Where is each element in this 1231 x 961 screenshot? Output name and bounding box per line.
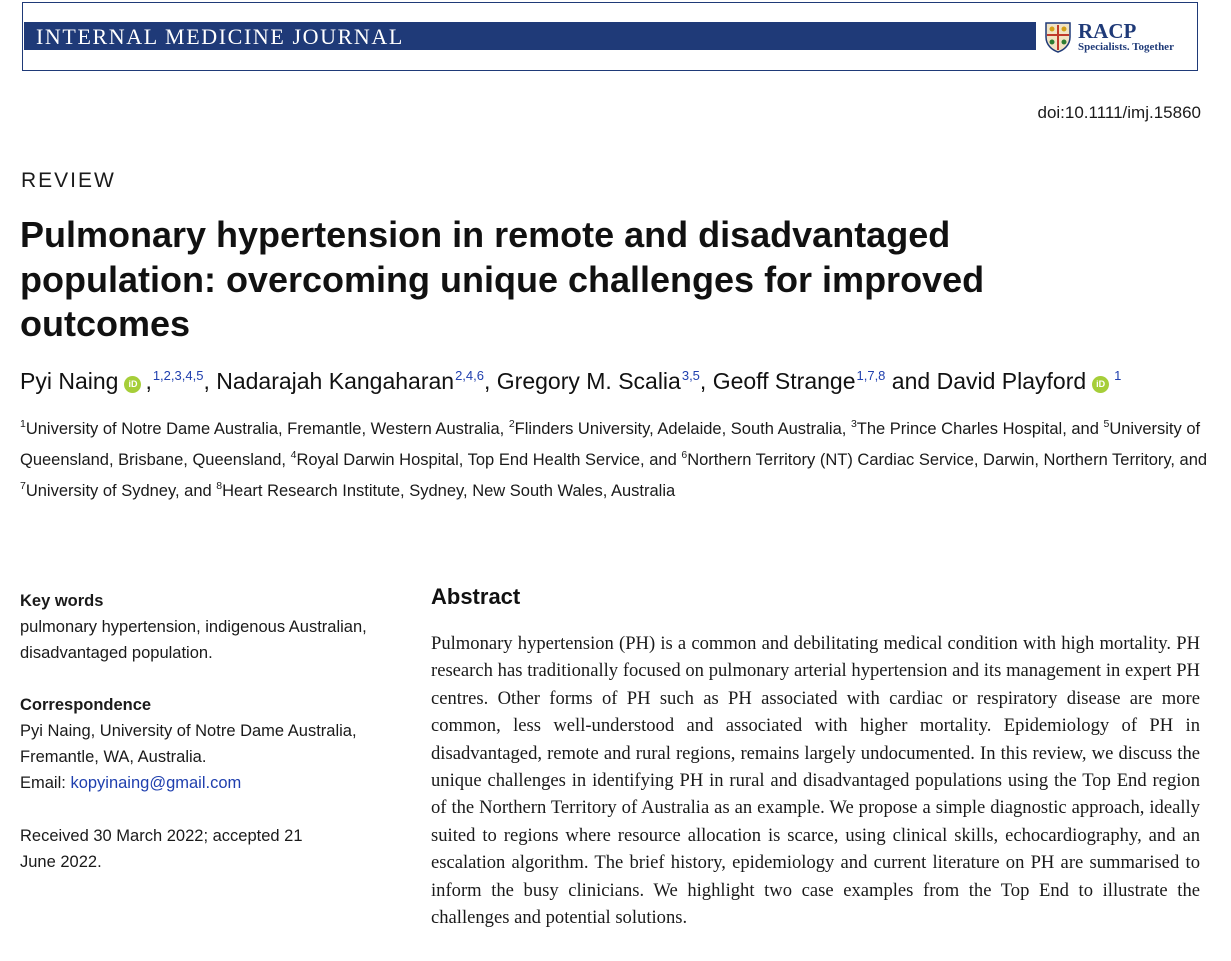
racp-logo xyxy=(1043,20,1193,56)
affiliation-text: Northern Territory (NT) Cardiac Service, Darwin, Northern Territory, and xyxy=(687,451,1208,469)
affiliation-text: Heart Research Institute, Sydney, New South Wales, Australia xyxy=(222,482,676,500)
author-affiliation-refs[interactable]: 1 xyxy=(1114,368,1122,383)
affiliations xyxy=(20,411,1215,504)
affiliation-number: 6 xyxy=(681,449,688,461)
received-text: Received 30 March 2022; accepted 21 June 2022. xyxy=(20,827,303,871)
abstract-text: Pulmonary hypertension (PH) is a common and debilitating medical condition with high mortality. PH research has traditionally focused on pulmonary arterial hypertension and its management in expert PH centres. Other forms of PH such as PH associated with cardiac or respiratory disease are more common, less well-understood and associated with higher mortality. Epidemiology of PH in disadvantaged, remote and rural regions, remains largely undocumented. In this review, we discuss the unique challenges in identifying PH in rural and disadvantaged populations using the Top End region of the Northern Territory of Australia as an example. We propose a simple diagnostic approach, ideally suited to regions where resource allocation is scarce, using clinical skills, echocardiography, and an escalation algorithm. The brief history, epidemiology and current literature on PH are summarised to inform the busy clinicians. We highlight two case examples from the Top End to illustrate the challenges and potential solutions. xyxy=(431,633,1200,929)
doi: doi:10.1111/imj.15860 xyxy=(1037,103,1201,122)
affiliation-text: University of Queensland, Brisbane, Queensland, xyxy=(20,420,1201,469)
received-dates xyxy=(20,823,320,875)
affiliation-number: 7 xyxy=(20,480,26,492)
keywords-block xyxy=(20,588,415,666)
affiliation-number: 1 xyxy=(20,418,26,430)
affiliation-text: University of Sydney, and xyxy=(25,482,217,500)
correspondence-email-line xyxy=(20,770,415,796)
author-list xyxy=(20,361,1121,396)
author-separator: , xyxy=(699,368,713,394)
journal-banner xyxy=(24,22,1036,50)
affiliation-number: 2 xyxy=(508,418,515,430)
author-name: Pyi Naing xyxy=(20,368,119,394)
author-separator: , xyxy=(145,368,152,394)
affiliation-number: 5 xyxy=(1103,418,1110,430)
keywords-text: pulmonary hypertension, indigenous Australian, disadvantaged population. xyxy=(20,618,367,662)
racp-tagline: Specialists. Together xyxy=(1078,41,1174,53)
journal-name: INTERNAL MEDICINE JOURNAL xyxy=(36,24,404,49)
racp-crest-icon xyxy=(1043,21,1073,53)
affiliation-number: 4 xyxy=(290,449,297,461)
author-name: Geoff Strange xyxy=(712,368,856,394)
orcid-icon[interactable]: iD xyxy=(1092,376,1109,393)
author-name: Gregory M. Scalia xyxy=(496,368,681,394)
author-separator: and xyxy=(885,368,937,394)
orcid-icon[interactable]: iD xyxy=(124,376,141,393)
author-name: Nadarajah Kangaharan xyxy=(216,368,455,394)
racp-wordmark: RACP xyxy=(1078,19,1137,43)
author-affiliation-refs[interactable]: 1,7,8 xyxy=(856,368,886,383)
affiliation-text: The Prince Charles Hospital, and xyxy=(856,420,1104,438)
affiliation-text: University of Notre Dame Australia, Fremantle, Western Australia, xyxy=(25,420,509,438)
article-title: Pulmonary hypertension in remote and disadvantaged population: overcoming unique challenges for improved outcomes xyxy=(20,214,985,344)
correspondence-heading: Correspondence xyxy=(20,696,152,714)
affiliation-number: 8 xyxy=(216,480,223,492)
email-link[interactable]: kopyinaing@gmail.com xyxy=(70,774,242,792)
affiliation-text: Flinders University, Adelaide, South Australia, xyxy=(514,420,851,438)
article-type: REVIEW xyxy=(21,169,116,192)
correspondence-text: Pyi Naing, University of Notre Dame Australia, Fremantle, WA, Australia. xyxy=(20,722,357,766)
author-affiliation-refs[interactable]: 2,4,6 xyxy=(455,368,484,383)
author-affiliation-refs[interactable]: 1,2,3,4,5 xyxy=(152,368,204,383)
affiliation-text: Royal Darwin Hospital, Top End Health Service, and xyxy=(296,451,682,469)
keywords-heading: Key words xyxy=(20,592,104,610)
author-separator: , xyxy=(203,368,217,394)
abstract-heading: Abstract xyxy=(431,584,521,609)
correspondence-block xyxy=(20,692,415,796)
affiliation-number: 3 xyxy=(850,418,857,430)
author-name: David Playford xyxy=(936,368,1087,394)
author-affiliation-refs[interactable]: 3,5 xyxy=(681,368,700,383)
author-separator: , xyxy=(484,368,497,394)
email-label: Email: xyxy=(20,774,71,792)
